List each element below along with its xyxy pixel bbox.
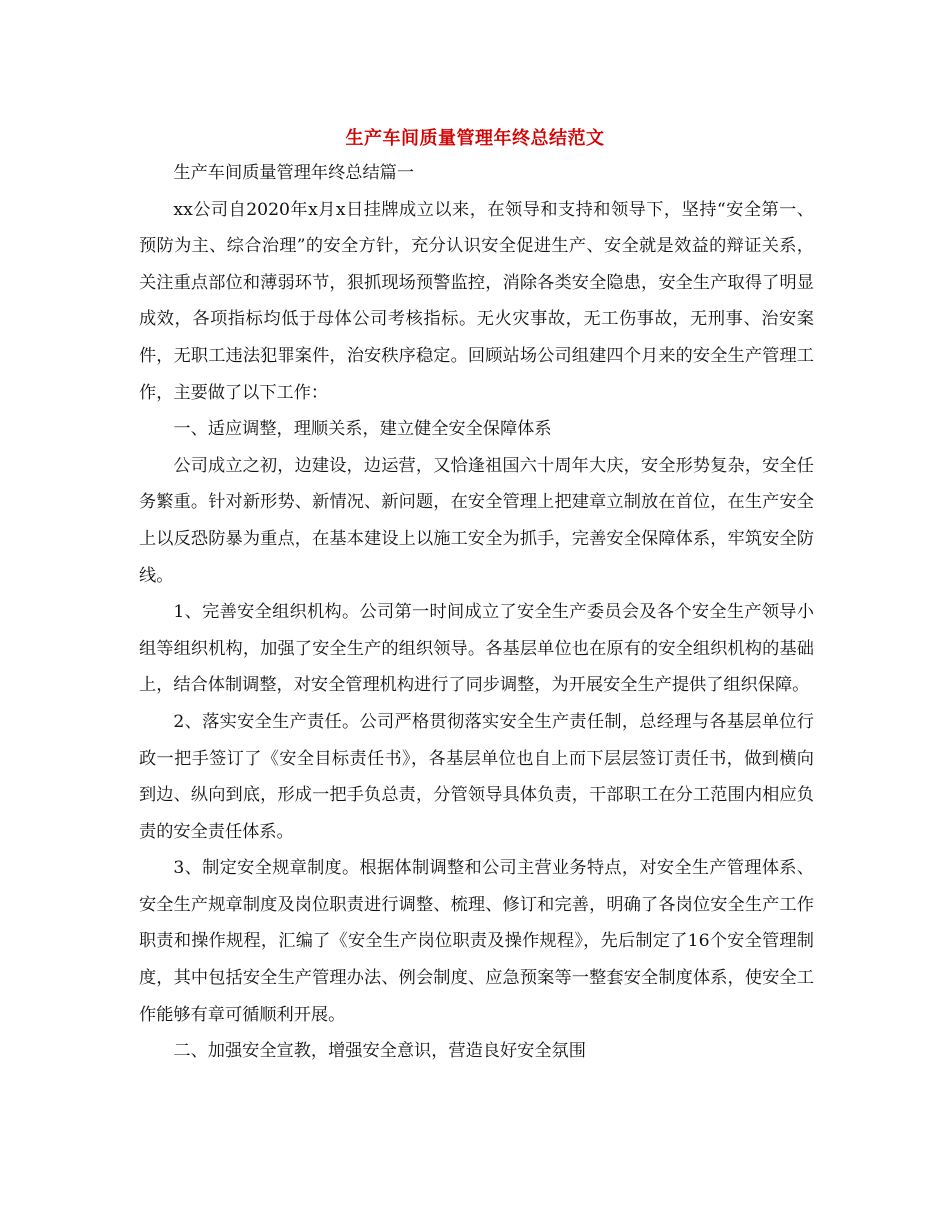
document-body [139,155,814,1070]
section-heading: 生产车间质量管理年终总结篇一 [173,163,415,183]
section-heading-two: 二、加强安全宣教，增强安全意识，营造良好安全氛围 [173,1041,586,1062]
paragraph-item-1: 1、完善安全组织机构。公司第一时间成立了安全生产委员会及各个安全生产领导小组等组织机构，加强了安全生产的组织领导。各基层单位也在原有的安全组织机构的基础上，结合体制调整，对安全管理机构进行了同步调整，为开展安全生产提供了组织保障。 [139,602,814,696]
paragraph-section-one: 公司成立之初，边建设，边运营，又恰逢祖国六十周年大庆，安全形势复杂，安全任务繁重。针对新形势、新情况、新问题，在安全管理上把建章立制放在首位，在生产安全上以反恐防暴为重点，在基本建设上以施工安全为抓手，完善安全保障体系，牢筑安全防线。 [139,455,814,586]
section-heading-one: 一、适应调整，理顺关系，建立健全安全保障体系 [173,419,552,440]
paragraph-item-2: 2、落实安全生产责任。公司严格贯彻落实安全生产责任制，总经理与各基层单位行政一把手签订了《安全目标责任书》，各基层单位也自上而下层层签订责任书，做到横向到边、纵向到底，形成一把手负总责，分管领导具体负责，干部职工在分工范围内相应负责的安全责任体系。 [139,711,814,842]
paragraph-item-3: 3、制定安全规章制度。根据体制调整和公司主营业务特点，对安全生产管理体系、安全生产规章制度及岗位职责进行调整、梳理、修订和完善，明确了各岗位安全生产工作职责和操作规程，汇编了《安全生产岗位职责及操作规程》，先后制定了16个安全管理制度，其中包括安全生产管理办法、例会制度、应急预案等一整套安全制度体系，使安全工作能够有章可循顺利开展。 [139,858,814,1025]
document-title: 生产车间质量管理年终总结范文 [345,128,605,149]
paragraph-intro: xx公司自2020年x月x日挂牌成立以来，在领导和支持和领导下，坚持“安全第一、预防为主、综合治理”的安全方针，充分认识安全促进生产、安全就是效益的辩证关系，关注重点部位和薄弱环节，狠抓现场预警监控，消除各类安全隐患，安全生产取得了明显成效，各项指标均低于母体公司考核指标。无火灾事故，无工伤事故，无刑事、治安案件，无职工违法犯罪案件，治安秩序稳定。回顾站场公司组建四个月来的安全生产管理工作，主要做了以下工作： [139,199,814,403]
